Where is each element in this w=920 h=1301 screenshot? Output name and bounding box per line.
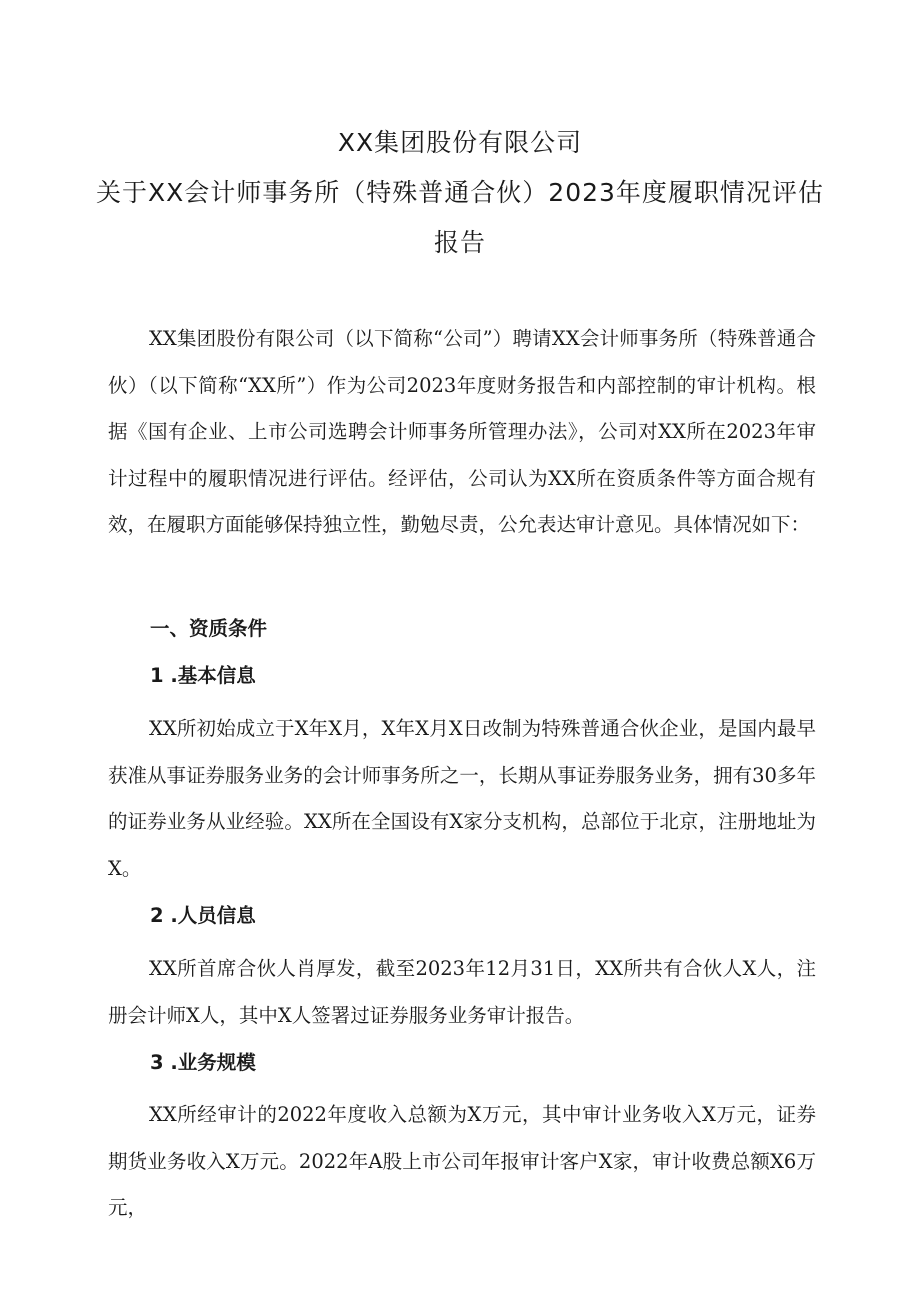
document-title-line-3: 报告 <box>433 228 486 257</box>
document-title-line-1: XX集团股份有限公司 <box>337 128 583 157</box>
subheading-personnel-info: 2 .人员信息 <box>150 904 256 927</box>
business-scale-paragraph: XX所经审计的2022年度收入总额为X万元，其中审计业务收入X万元，证券期货业务收入X万元。2022年A股上市公司年报审计客户X家，审计收费总额X6万元， <box>108 1103 816 1219</box>
subheading-business-scale: 3 .业务规模 <box>150 1051 256 1074</box>
basic-info-paragraph: XX所初始成立于X年X月，X年X月X日改制为特殊普通合伙企业，是国内最早获准从事证券服务业务的会计师事务所之一，长期从事证券服务业务，拥有30多年的证券业务从业经验。XX所在全国设有X家分支机构，总部位于北京，注册地址为X。 <box>108 717 816 880</box>
intro-paragraph: XX集团股份有限公司（以下简称“公司”）聘请XX会计师事务所（特殊普通合伙）（以下简称“XX所”）作为公司2023年度财务报告和内部控制的审计机构。根据《国有企业、上市公司选聘会计师事务所管理办法》，公司对XX所在2023年审计过程中的履职情况进行评估。经评估，公司认为XX所在资质条件等方面合规有效，在履职方面能够保持独立性，勤勉尽责，公允表达审计意见。具体情况如下： <box>108 327 816 536</box>
subheading-basic-info: 1 .基本信息 <box>150 664 256 687</box>
section-heading-qualifications: 一、资质条件 <box>150 617 268 640</box>
document-title-line-2: 关于XX会计师事务所（特殊普通合伙）2023年度履职情况评估 <box>96 178 824 207</box>
personnel-info-paragraph: XX所首席合伙人肖厚发，截至2023年12月31日，XX所共有合伙人X人，注册会计师X人，其中X人签署过证券服务业务审计报告。 <box>108 957 816 1027</box>
